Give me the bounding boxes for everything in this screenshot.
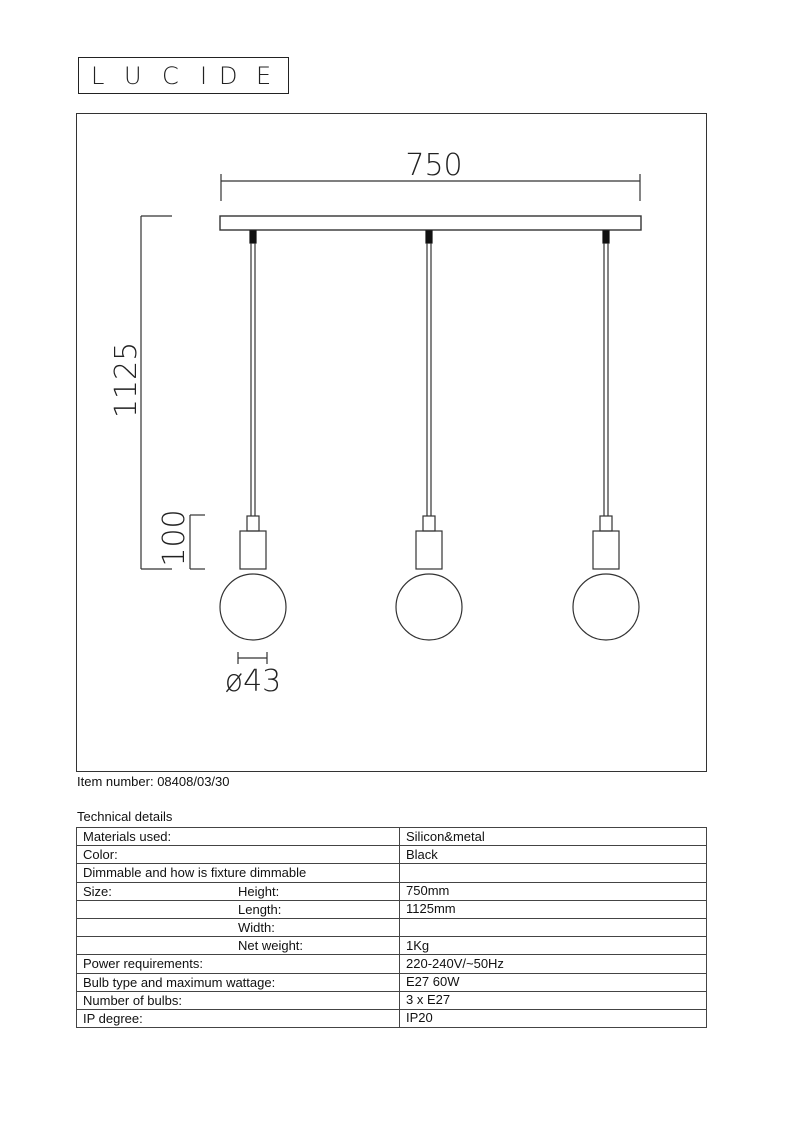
cable-grip — [426, 231, 432, 243]
spec-label: Color: — [83, 847, 118, 863]
spec-value: 3 x E27 — [400, 991, 707, 1009]
socket-body — [416, 531, 442, 569]
spec-label-cell — [77, 955, 400, 973]
spec-label: Power requirements: — [83, 956, 203, 972]
logo-letter: U — [124, 62, 142, 90]
table-row — [77, 846, 707, 864]
spec-label-cell — [77, 900, 400, 918]
table-row — [77, 991, 707, 1009]
canopy-bar — [220, 216, 641, 230]
socket-body — [593, 531, 619, 569]
brand-logo — [78, 57, 289, 94]
logo-letter: I — [200, 62, 208, 90]
spec-value: E27 60W — [400, 973, 707, 991]
spec-label: Size: — [83, 883, 112, 899]
spec-label: Bulb type and maximum wattage: — [83, 974, 276, 990]
globe-bulb — [573, 574, 639, 640]
spec-label-cell — [77, 882, 400, 900]
socket-label: 100 — [157, 509, 192, 567]
spec-label-cell — [77, 864, 400, 882]
socket-body — [240, 531, 266, 569]
spec-label-cell — [77, 991, 400, 1009]
logo-letter: C — [162, 62, 179, 90]
spec-value: 220-240V/~50Hz — [400, 955, 707, 973]
socket-neck — [247, 516, 259, 531]
globe-bulb — [396, 574, 462, 640]
table-row — [77, 955, 707, 973]
diameter-label: ø43 — [224, 664, 282, 699]
spec-label: Number of bulbs: — [83, 992, 182, 1008]
technical-details-table — [76, 827, 707, 1028]
spec-label-cell — [77, 846, 400, 864]
drawing-canvas — [77, 114, 708, 773]
spec-label-cell — [77, 1009, 400, 1027]
logo-letter: D — [219, 62, 238, 90]
logo-letter: L — [91, 62, 105, 90]
table-row — [77, 918, 707, 936]
spec-label-cell — [77, 918, 400, 936]
table-row — [77, 937, 707, 955]
spec-value — [400, 918, 707, 936]
height-label: 1125 — [109, 341, 144, 419]
socket-neck — [423, 516, 435, 531]
spec-label: Materials used: — [83, 829, 172, 844]
spec-label: Dimmable and how is fixture dimmable — [83, 865, 307, 881]
table-row — [77, 1009, 707, 1027]
spec-label-cell — [77, 828, 400, 846]
spec-label-cell — [77, 973, 400, 991]
socket-neck — [600, 516, 612, 531]
spec-value: 1125mm — [400, 900, 707, 918]
logo-letter: E — [256, 62, 272, 90]
technical-drawing — [76, 113, 707, 772]
globe-bulb — [220, 574, 286, 640]
spec-value — [400, 864, 707, 882]
pendant-2 — [396, 231, 462, 640]
cable-grip — [250, 231, 256, 243]
table-row — [77, 828, 707, 846]
table-row — [77, 882, 707, 900]
table-row — [77, 973, 707, 991]
spec-value: 1Kg — [400, 937, 707, 955]
technical-details-title: Technical details — [77, 809, 173, 824]
spec-label: IP degree: — [83, 1010, 143, 1026]
spec-sublabel: Width: — [238, 919, 275, 935]
spec-sublabel: Height: — [238, 883, 280, 899]
spec-sublabel: Length: — [238, 901, 282, 917]
cable-grip — [603, 231, 609, 243]
spec-value: IP20 — [400, 1009, 707, 1027]
spec-value: 750mm — [400, 882, 707, 900]
width-label: 750 — [405, 148, 463, 183]
table-row — [77, 864, 707, 882]
spec-value: Silicon&metal — [400, 828, 707, 846]
pendant-1 — [220, 231, 286, 640]
spec-value: Black — [400, 846, 707, 864]
spec-sublabel: Net weight: — [238, 938, 304, 954]
spec-label-cell — [77, 937, 400, 955]
table-row — [77, 900, 707, 918]
item-number: Item number: 08408/03/30 — [77, 774, 230, 789]
pendant-3 — [573, 231, 639, 640]
